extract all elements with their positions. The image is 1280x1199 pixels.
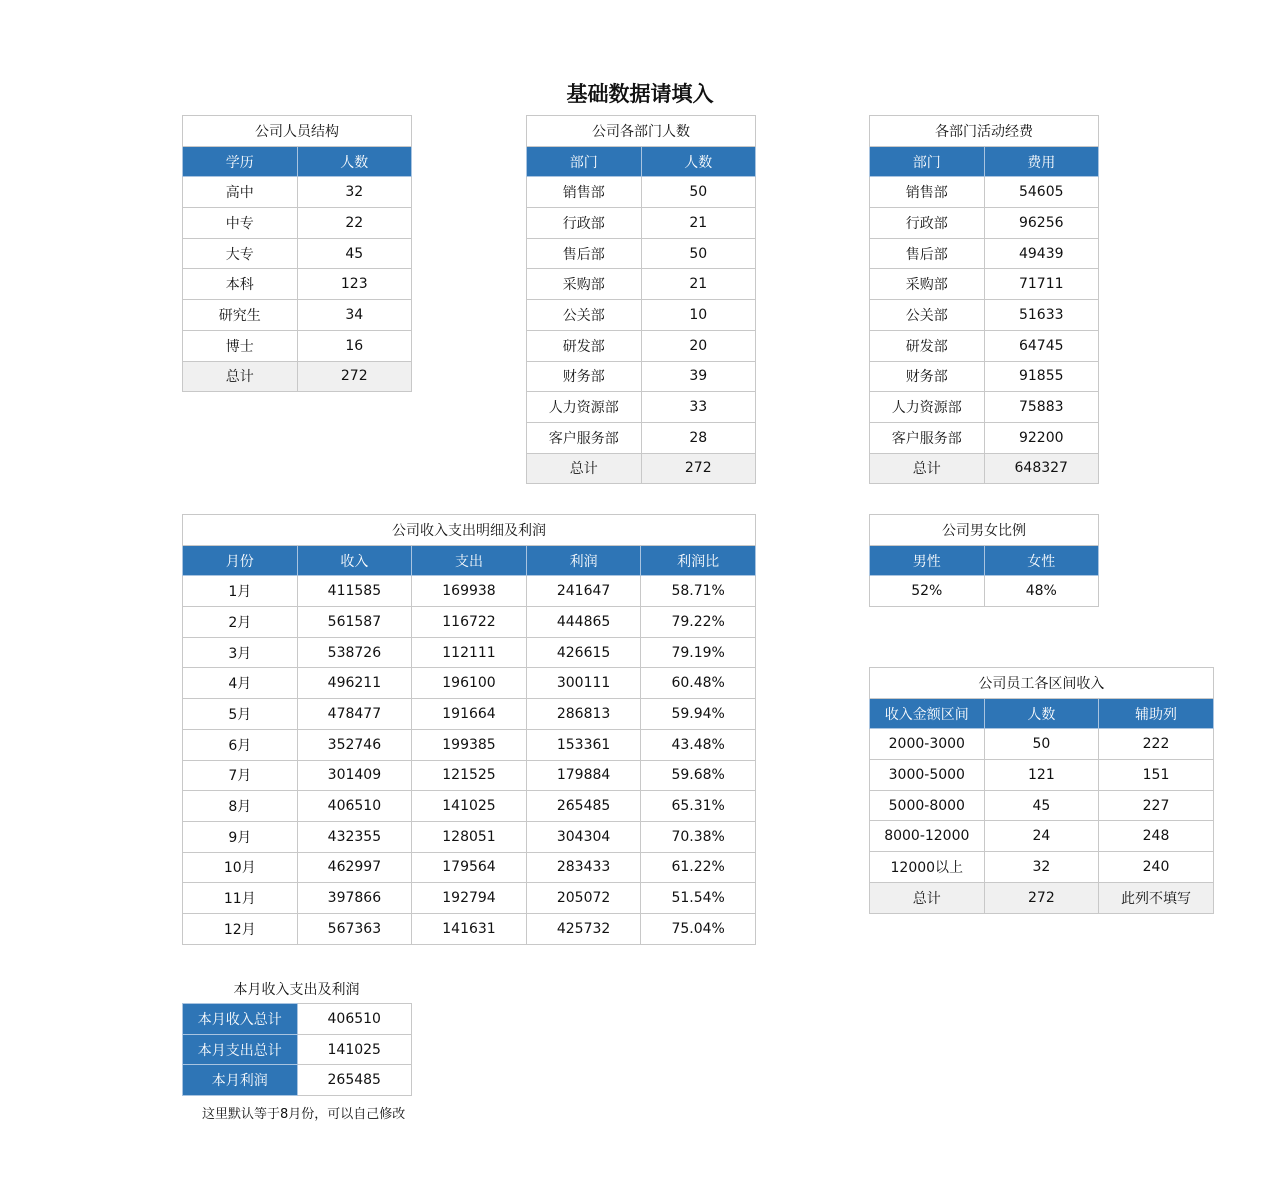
- table-row: [527, 238, 756, 269]
- table-row: [183, 883, 756, 914]
- table-caption: 公司员工各区间收入: [870, 668, 1214, 699]
- gender-ratio-table: [869, 514, 1099, 607]
- table-cell[interactable]: 43.48%: [641, 729, 756, 760]
- table-row: [183, 576, 756, 607]
- table-cell[interactable]: 54605: [984, 177, 1099, 208]
- table-cell[interactable]: 财务部: [527, 361, 642, 392]
- income-range-table: [869, 667, 1214, 914]
- table-cell[interactable]: 21: [641, 208, 756, 239]
- table-cell[interactable]: 61.22%: [641, 852, 756, 883]
- column-header: 辅助列: [1099, 698, 1214, 729]
- table-row: [870, 330, 1099, 361]
- total-value[interactable]: 272: [641, 453, 756, 484]
- table-cell[interactable]: 7月: [183, 760, 298, 791]
- column-header: 利润比: [641, 545, 756, 576]
- table-cell[interactable]: 49439: [984, 238, 1099, 269]
- table-cell[interactable]: 45: [984, 790, 1099, 821]
- total-row: [870, 453, 1099, 484]
- table-row: [183, 699, 756, 730]
- table-row: [183, 269, 412, 300]
- table-cell[interactable]: 141025: [412, 791, 527, 822]
- table-cell[interactable]: 33: [641, 392, 756, 423]
- row-label: 本月支出总计: [183, 1034, 298, 1065]
- table-cell[interactable]: 1月: [183, 576, 298, 607]
- table-cell[interactable]: 561587: [297, 607, 412, 638]
- table-cell[interactable]: 50: [984, 729, 1099, 760]
- table-cell[interactable]: 12月: [183, 913, 298, 944]
- table-row: [527, 177, 756, 208]
- table-cell[interactable]: 4月: [183, 668, 298, 699]
- table-cell[interactable]: 研发部: [527, 330, 642, 361]
- table-cell[interactable]: 64745: [984, 330, 1099, 361]
- table-cell[interactable]: 10月: [183, 852, 298, 883]
- table-cell[interactable]: 283433: [526, 852, 641, 883]
- table-cell[interactable]: 265485: [526, 791, 641, 822]
- table-row: [527, 269, 756, 300]
- table-cell[interactable]: 20: [641, 330, 756, 361]
- table-row: [870, 361, 1099, 392]
- table-cell[interactable]: 5月: [183, 699, 298, 730]
- column-header: 人数: [984, 698, 1099, 729]
- table-cell[interactable]: 121: [984, 760, 1099, 791]
- table-row: [870, 821, 1214, 852]
- table-row: [183, 668, 756, 699]
- table-cell[interactable]: 32: [984, 852, 1099, 883]
- column-header: 人数: [641, 146, 756, 177]
- table-row: [527, 392, 756, 423]
- total-row: [183, 361, 412, 392]
- table-cell[interactable]: 大专: [183, 238, 298, 269]
- dept-budget-table: [869, 115, 1099, 484]
- table-cell[interactable]: 公关部: [870, 300, 985, 331]
- table-cell[interactable]: 538726: [297, 637, 412, 668]
- total-row: [870, 882, 1214, 913]
- table-cell[interactable]: 179884: [526, 760, 641, 791]
- table-cell[interactable]: 50: [641, 177, 756, 208]
- table-cell[interactable]: 240: [1099, 852, 1214, 883]
- table-cell[interactable]: 2000-3000: [870, 729, 985, 760]
- table-cell[interactable]: 34: [297, 300, 412, 331]
- table-caption: 公司人员结构: [183, 116, 412, 147]
- table-row: [183, 1034, 412, 1065]
- table-row: [183, 208, 412, 239]
- table-cell[interactable]: 58.71%: [641, 576, 756, 607]
- table-row: [183, 821, 756, 852]
- table-cell[interactable]: 行政部: [527, 208, 642, 239]
- table-row: [527, 330, 756, 361]
- table-cell[interactable]: 79.19%: [641, 637, 756, 668]
- table-cell[interactable]: 301409: [297, 760, 412, 791]
- table-cell[interactable]: 客户服务部: [870, 422, 985, 453]
- table-caption: 公司收入支出明细及利润: [183, 515, 756, 546]
- table-row: [183, 913, 756, 944]
- table-cell[interactable]: 研发部: [870, 330, 985, 361]
- table-cell[interactable]: 52%: [870, 576, 985, 607]
- table-cell[interactable]: 151: [1099, 760, 1214, 791]
- table-row: [183, 852, 756, 883]
- table-row: [870, 392, 1099, 423]
- total-label: 总计: [870, 453, 985, 484]
- table-cell[interactable]: 8月: [183, 791, 298, 822]
- page-title: 基础数据请填入: [566, 82, 714, 106]
- total-row: [527, 453, 756, 484]
- table-cell[interactable]: 567363: [297, 913, 412, 944]
- table-cell[interactable]: 71711: [984, 269, 1099, 300]
- table-cell[interactable]: 304304: [526, 821, 641, 852]
- table-cell[interactable]: 406510: [297, 791, 412, 822]
- table-cell[interactable]: 22: [297, 208, 412, 239]
- row-label: 本月收入总计: [183, 1004, 298, 1035]
- table-row: [870, 790, 1214, 821]
- table-cell[interactable]: 444865: [526, 607, 641, 638]
- table-row: [183, 1065, 412, 1096]
- table-cell[interactable]: 112111: [412, 637, 527, 668]
- table-cell[interactable]: 行政部: [870, 208, 985, 239]
- table-cell[interactable]: 496211: [297, 668, 412, 699]
- total-value[interactable]: 272: [984, 882, 1099, 913]
- table-cell[interactable]: 406510: [297, 1004, 412, 1035]
- table-cell[interactable]: 3000-5000: [870, 760, 985, 791]
- table-row: [183, 1004, 412, 1035]
- table-cell[interactable]: 16: [297, 330, 412, 361]
- table-cell[interactable]: 2月: [183, 607, 298, 638]
- column-header: 男性: [870, 545, 985, 576]
- total-label: 总计: [527, 453, 642, 484]
- table-row: [870, 177, 1099, 208]
- monthly-summary-caption: 本月收入支出及利润: [233, 982, 360, 998]
- table-cell[interactable]: 50: [641, 238, 756, 269]
- table-row: [870, 852, 1214, 883]
- table-cell[interactable]: 9月: [183, 821, 298, 852]
- total-note: 此列不填写: [1099, 882, 1214, 913]
- table-cell[interactable]: 91855: [984, 361, 1099, 392]
- table-cell[interactable]: 432355: [297, 821, 412, 852]
- table-cell[interactable]: 客户服务部: [527, 422, 642, 453]
- table-cell[interactable]: 96256: [984, 208, 1099, 239]
- table-cell[interactable]: 10: [641, 300, 756, 331]
- column-header: 收入金额区间: [870, 698, 985, 729]
- column-header: 月份: [183, 545, 298, 576]
- table-cell[interactable]: 24: [984, 821, 1099, 852]
- table-cell[interactable]: 人力资源部: [870, 392, 985, 423]
- column-header: 女性: [984, 545, 1099, 576]
- table-cell[interactable]: 3月: [183, 637, 298, 668]
- table-cell[interactable]: 75.04%: [641, 913, 756, 944]
- table-cell[interactable]: 21: [641, 269, 756, 300]
- table-cell[interactable]: 5000-8000: [870, 790, 985, 821]
- column-header: 人数: [297, 146, 412, 177]
- table-cell[interactable]: 116722: [412, 607, 527, 638]
- table-row: [183, 300, 412, 331]
- table-row: [870, 238, 1099, 269]
- table-cell[interactable]: 196100: [412, 668, 527, 699]
- table-cell[interactable]: 265485: [297, 1065, 412, 1096]
- total-value[interactable]: 272: [297, 361, 412, 392]
- table-cell[interactable]: 92200: [984, 422, 1099, 453]
- table-cell[interactable]: 397866: [297, 883, 412, 914]
- table-row: [183, 637, 756, 668]
- table-cell[interactable]: 售后部: [870, 238, 985, 269]
- table-cell[interactable]: 6月: [183, 729, 298, 760]
- table-cell[interactable]: 51.54%: [641, 883, 756, 914]
- table-cell[interactable]: 48%: [984, 576, 1099, 607]
- table-cell[interactable]: 462997: [297, 852, 412, 883]
- table-cell[interactable]: 199385: [412, 729, 527, 760]
- table-cell[interactable]: 11月: [183, 883, 298, 914]
- table-cell[interactable]: 286813: [526, 699, 641, 730]
- row-label: 本月利润: [183, 1065, 298, 1096]
- table-row: [183, 177, 412, 208]
- table-row: [870, 576, 1099, 607]
- table-caption: 公司各部门人数: [527, 116, 756, 147]
- table-caption: 各部门活动经费: [870, 116, 1099, 147]
- table-cell[interactable]: 研究生: [183, 300, 298, 331]
- monthly-summary-table: [182, 1003, 412, 1096]
- dept-headcount-table: [526, 115, 756, 484]
- table-cell[interactable]: 51633: [984, 300, 1099, 331]
- table-cell[interactable]: 169938: [412, 576, 527, 607]
- table-row: [870, 269, 1099, 300]
- table-cell[interactable]: 123: [297, 269, 412, 300]
- column-header: 利润: [526, 545, 641, 576]
- column-header: 费用: [984, 146, 1099, 177]
- table-cell[interactable]: 8000-12000: [870, 821, 985, 852]
- table-cell[interactable]: 39: [641, 361, 756, 392]
- table-cell[interactable]: 153361: [526, 729, 641, 760]
- table-row: [527, 300, 756, 331]
- monthly-note: 这里默认等于8月份，可以自己修改: [202, 1107, 406, 1122]
- table-cell[interactable]: 141631: [412, 913, 527, 944]
- table-caption: 公司男女比例: [870, 515, 1099, 546]
- table-cell[interactable]: 28: [641, 422, 756, 453]
- staff-structure-table: [182, 115, 412, 392]
- table-cell[interactable]: 中专: [183, 208, 298, 239]
- table-cell[interactable]: 销售部: [527, 177, 642, 208]
- table-row: [527, 208, 756, 239]
- column-header: 学历: [183, 146, 298, 177]
- table-row: [183, 729, 756, 760]
- table-cell[interactable]: 121525: [412, 760, 527, 791]
- table-cell[interactable]: 141025: [297, 1034, 412, 1065]
- table-cell[interactable]: 128051: [412, 821, 527, 852]
- table-cell[interactable]: 179564: [412, 852, 527, 883]
- column-header: 收入: [297, 545, 412, 576]
- table-cell[interactable]: 425732: [526, 913, 641, 944]
- table-row: [183, 238, 412, 269]
- table-cell[interactable]: 411585: [297, 576, 412, 607]
- table-cell[interactable]: 426615: [526, 637, 641, 668]
- table-cell[interactable]: 45: [297, 238, 412, 269]
- table-row: [870, 300, 1099, 331]
- column-header: 支出: [412, 545, 527, 576]
- table-cell[interactable]: 人力资源部: [527, 392, 642, 423]
- table-cell[interactable]: 博士: [183, 330, 298, 361]
- table-cell[interactable]: 75883: [984, 392, 1099, 423]
- table-cell[interactable]: 财务部: [870, 361, 985, 392]
- table-cell[interactable]: 采购部: [527, 269, 642, 300]
- column-header: 部门: [527, 146, 642, 177]
- table-cell[interactable]: 300111: [526, 668, 641, 699]
- table-cell[interactable]: 248: [1099, 821, 1214, 852]
- table-row: [527, 361, 756, 392]
- total-label: 总计: [870, 882, 985, 913]
- table-cell[interactable]: 227: [1099, 790, 1214, 821]
- table-row: [183, 791, 756, 822]
- table-cell[interactable]: 478477: [297, 699, 412, 730]
- table-cell[interactable]: 65.31%: [641, 791, 756, 822]
- table-cell[interactable]: 205072: [526, 883, 641, 914]
- table-cell[interactable]: 59.94%: [641, 699, 756, 730]
- table-row: [870, 729, 1214, 760]
- table-cell[interactable]: 12000以上: [870, 852, 985, 883]
- table-cell[interactable]: 192794: [412, 883, 527, 914]
- table-row: [870, 208, 1099, 239]
- table-row: [870, 422, 1099, 453]
- table-cell[interactable]: 高中: [183, 177, 298, 208]
- table-cell[interactable]: 60.48%: [641, 668, 756, 699]
- table-row: [527, 422, 756, 453]
- table-cell[interactable]: 352746: [297, 729, 412, 760]
- table-cell[interactable]: 222: [1099, 729, 1214, 760]
- table-cell[interactable]: 销售部: [870, 177, 985, 208]
- table-cell[interactable]: 79.22%: [641, 607, 756, 638]
- total-value[interactable]: 648327: [984, 453, 1099, 484]
- total-label: 总计: [183, 361, 298, 392]
- table-cell[interactable]: 公关部: [527, 300, 642, 331]
- table-row: [183, 760, 756, 791]
- table-cell[interactable]: 采购部: [870, 269, 985, 300]
- finance-table: [182, 514, 756, 945]
- table-row: [183, 607, 756, 638]
- table-cell[interactable]: 241647: [526, 576, 641, 607]
- table-cell[interactable]: 59.68%: [641, 760, 756, 791]
- table-row: [183, 330, 412, 361]
- table-cell[interactable]: 32: [297, 177, 412, 208]
- table-cell[interactable]: 70.38%: [641, 821, 756, 852]
- table-cell[interactable]: 191664: [412, 699, 527, 730]
- column-header: 部门: [870, 146, 985, 177]
- table-cell[interactable]: 本科: [183, 269, 298, 300]
- table-row: [870, 760, 1214, 791]
- table-cell[interactable]: 售后部: [527, 238, 642, 269]
